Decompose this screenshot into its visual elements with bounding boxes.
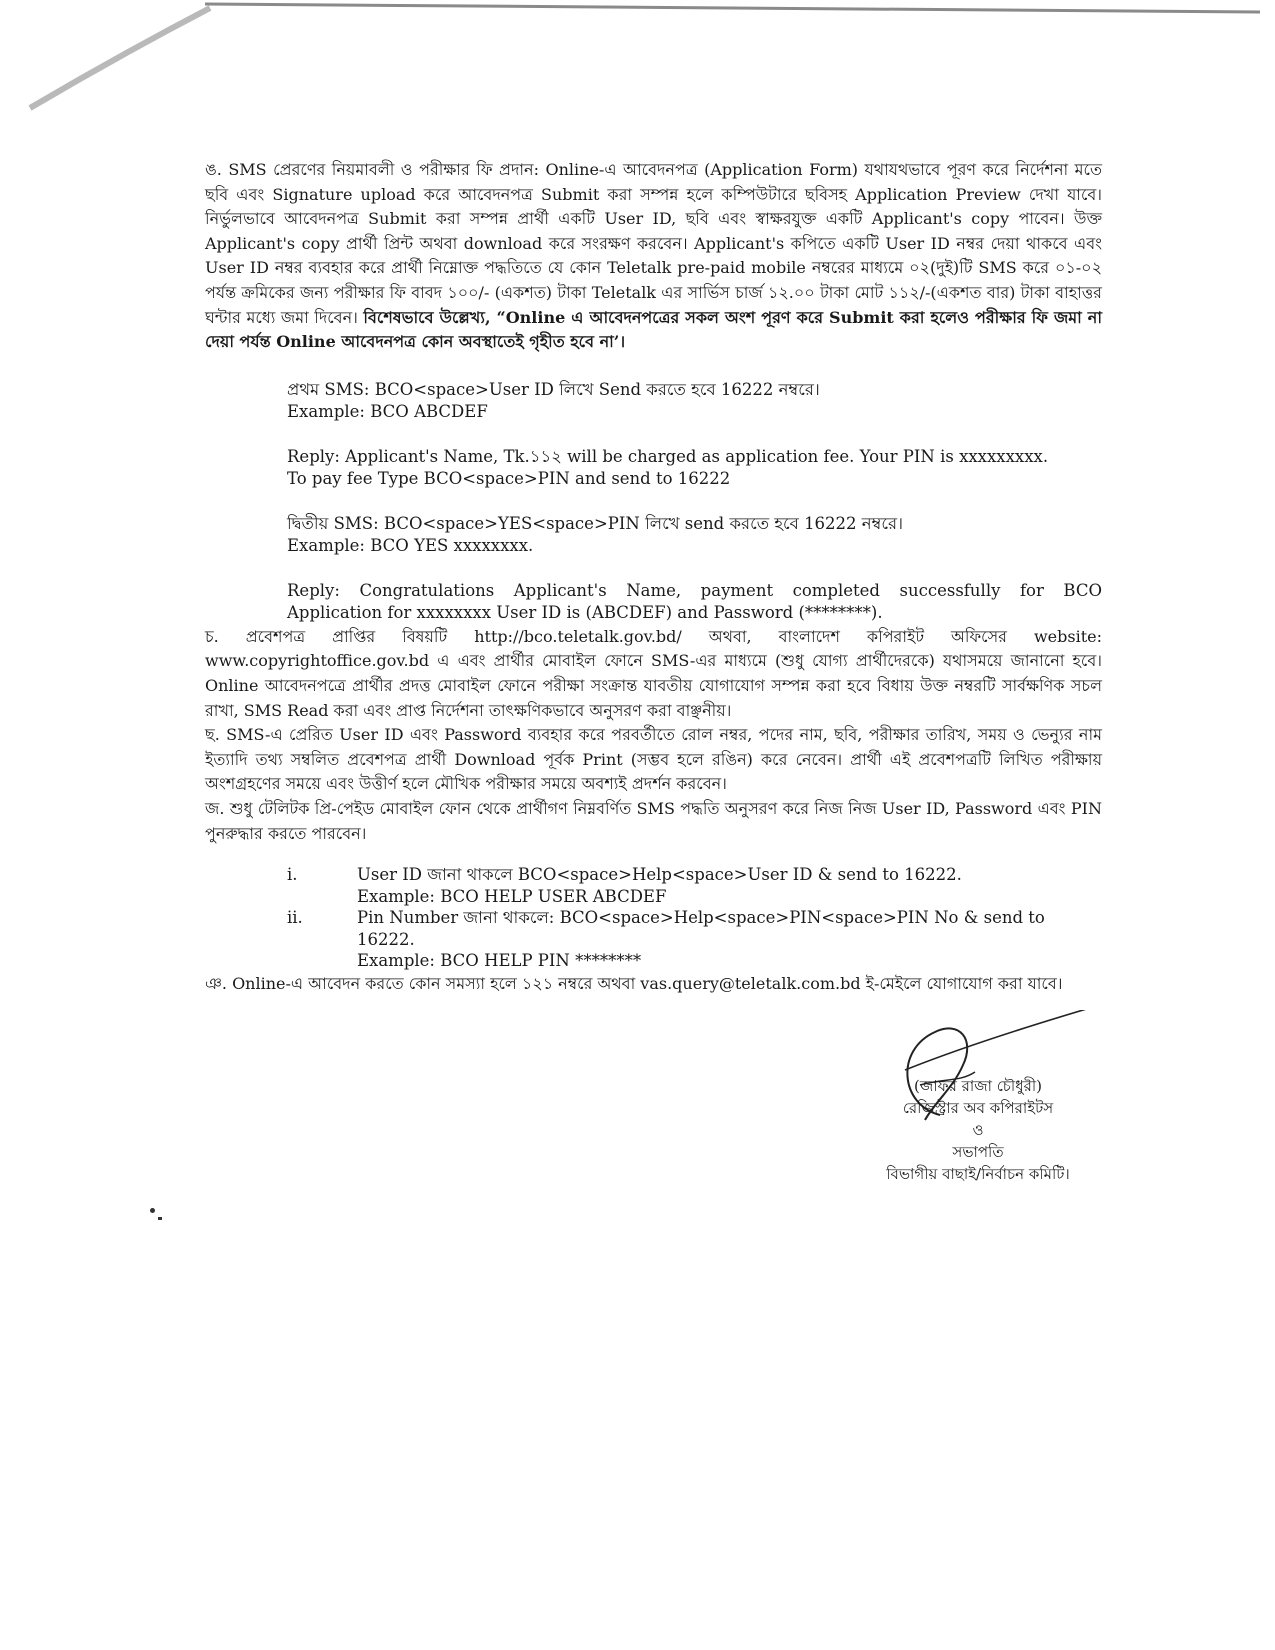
second-sms-example: Example: BCO YES xxxxxxxx. (287, 536, 534, 556)
list-item-command: Pin Number জানা থাকলে: BCO<space>Help<space>PIN<space>PIN No & send to 16222. (357, 908, 1045, 949)
list-item-example: Example: BCO HELP USER ABCDEF (357, 886, 667, 906)
first-sms-example: Example: BCO ABCDEF (287, 402, 488, 422)
first-sms-line: প্রথম SMS: BCO<space>User ID লিখে Send করতে হবে 16222 নম্বরে। (287, 379, 820, 399)
section-e-bold-note: বিশেষভাবে উল্লেখ্য, “Online এ আবেদনপত্রের সকল অংশ পূরণ করে Submit করা হলেও পরীক্ষার ফি জমা না দেয়া পর্যন্ত Online আবেদনপত্র কোন অবস্থাতেই গৃহীত হবে না’। (205, 307, 1102, 352)
section-g-paragraph: ছ. SMS-এ প্রেরিত User ID এবং Password ব্যবহার করে পরবর্তীতে রোল নম্বর, পদের নাম, ছবি, পরীক্ষার তারিখ, সময় ও ভেন্যুর নাম ইত্যাদি তথ্য সম্বলিত প্রবেশপত্র প্রার্থী Download পূর্বক Print (সম্ভব হলে রঙিন) করে নেবেন। প্রার্থী এই প্রবেশপত্রটি লিখিত পরীক্ষায় অংশগ্রহণের সময়ে এবং উত্তীর্ণ হলে মৌখিক পরীক্ষার সময়ে অবশ্যই প্রদর্শন করবেন। (205, 725, 1102, 794)
list-item-command: User ID জানা থাকলে BCO<space>Help<space>User ID & send to 16222. (357, 865, 962, 885)
section-f-paragraph: চ. প্রবেশপত্র প্রাপ্তির বিষয়টি http://bco.teletalk.gov.bd/ অথবা, বাংলাদেশ কপিরাইট অফিসের website: www.copyrightoffice.gov.bd এ এবং প্রার্থীর মোবাইল ফোনে SMS-এর মাধ্যমে (শুধু যোগ্য প্রার্থীদেরকে) যথাসময়ে জানানো হবে। Online আবেদনপত্রে প্রার্থীর প্রদত্ত মোবাইল ফোনে পরীক্ষা সংক্রান্ত যাবতীয় যোগাযোগ সম্পন্ন করা হবে বিধায় উক্ত নম্বরটি সার্বক্ষণিক সচল রাখা, SMS Read করা এবং প্রাপ্ত নির্দেশনা তাৎক্ষণিকভাবে অনুসরণ করা বাঞ্ছনীয়। (205, 626, 1102, 720)
list-item-example: Example: BCO HELP PIN ******** (357, 951, 642, 971)
second-reply-line2: Application for xxxxxxxx User ID is (ABCDEF) and Password (********). (287, 603, 883, 623)
signatory-name: (জাফর রাজা চৌধুরী) (913, 1077, 1042, 1095)
signature-block (858, 1075, 1098, 1185)
second-reply-line1: Reply: Congratulations Applicant's Name, payment completed successfully for BCO (287, 580, 1102, 600)
list-item (287, 864, 1102, 907)
scan-speck (150, 1208, 155, 1213)
signatory-title: রেজিস্ট্রার অব কপিরাইটস (902, 1099, 1054, 1117)
list-item-number: ii. (287, 908, 303, 928)
section-i-paragraph: ঞ. Online-এ আবেদন করতে কোন সমস্যা হলে ১২১ নম্বরে অথবা vas.query@teletalk.com.bd ই-মেইলে যোগাযোগ করা যাবে। (205, 973, 1063, 993)
signatory-committee: বিভাগীয় বাছাই/নির্বাচন কমিটি। (886, 1165, 1070, 1183)
section-e-text: ঙ. SMS প্রেরণের নিয়মাবলী ও পরীক্ষার ফি প্রদান: Online-এ আবেদনপত্র (Application Form) যথাযথভাবে পূরণ করে নির্দেশনা মতে ছবি এবং Signature upload করে আবেদনপত্র Submit করা সম্পন্ন হলে কম্পিউটারে ছবিসহ Application Preview দেখা যাবে। নির্ভুলভাবে আবেদনপত্র Submit করা সম্পন্ন প্রার্থী একটি User ID, ছবি এবং স্বাক্ষরযুক্ত একটি Applicant's copy পাবেন। উক্ত Applicant's copy প্রার্থী প্রিন্ট অথবা download করে সংরক্ষণ করবেন। Applicant's কপিতে একটি User ID নম্বর দেয়া থাকবে এবং User ID নম্বর ব্যবহার করে প্রার্থী নিম্নোক্ত পদ্ধতিতে যে কোন Teletalk pre-paid mobile নম্বরের মাধ্যমে ০২(দুই)টি SMS করে ০১-০২ পর্যন্ত ক্রমিকের জন্য পরীক্ষার ফি বাবদ ১০০/- (একশত) টাকা Teletalk এর সার্ভিস চার্জ ১২.০০ টাকা মোট ১১২/-(একশত বার) টাকা বাহাত্তর ঘন্টার মধ্যে জমা দিবেন। (205, 160, 1102, 327)
list-item-number: i. (287, 865, 298, 885)
page-fold-shadow (0, 0, 1275, 140)
scan-speck (158, 1217, 162, 1220)
signatory-role: সভাপতি (952, 1143, 1004, 1161)
section-e-paragraph (205, 158, 1102, 355)
second-sms-line: দ্বিতীয় SMS: BCO<space>YES<space>PIN লিখে send করতে হবে 16222 নম্বরে। (287, 513, 903, 533)
signatory-and: ও (972, 1121, 984, 1139)
recovery-list (287, 864, 1102, 972)
section-h-paragraph: জ. শুধু টেলিটক প্রি-পেইড মোবাইল ফোন থেকে প্রার্থীগণ নিম্নবর্ণিত SMS পদ্ধতি অনুসরণ করে নিজ নিজ User ID, Password এবং PIN পুনরুদ্ধার করতে পারবেন। (205, 798, 1102, 843)
list-item (287, 907, 1102, 972)
first-reply-line1: Reply: Applicant's Name, Tk.১১২ will be charged as application fee. Your PIN is xxxxxxxxx. (287, 446, 1049, 466)
first-reply-line2: To pay fee Type BCO<space>PIN and send to 16222 (287, 469, 731, 489)
notice-body (205, 158, 1102, 996)
sms-instructions (287, 379, 1102, 625)
